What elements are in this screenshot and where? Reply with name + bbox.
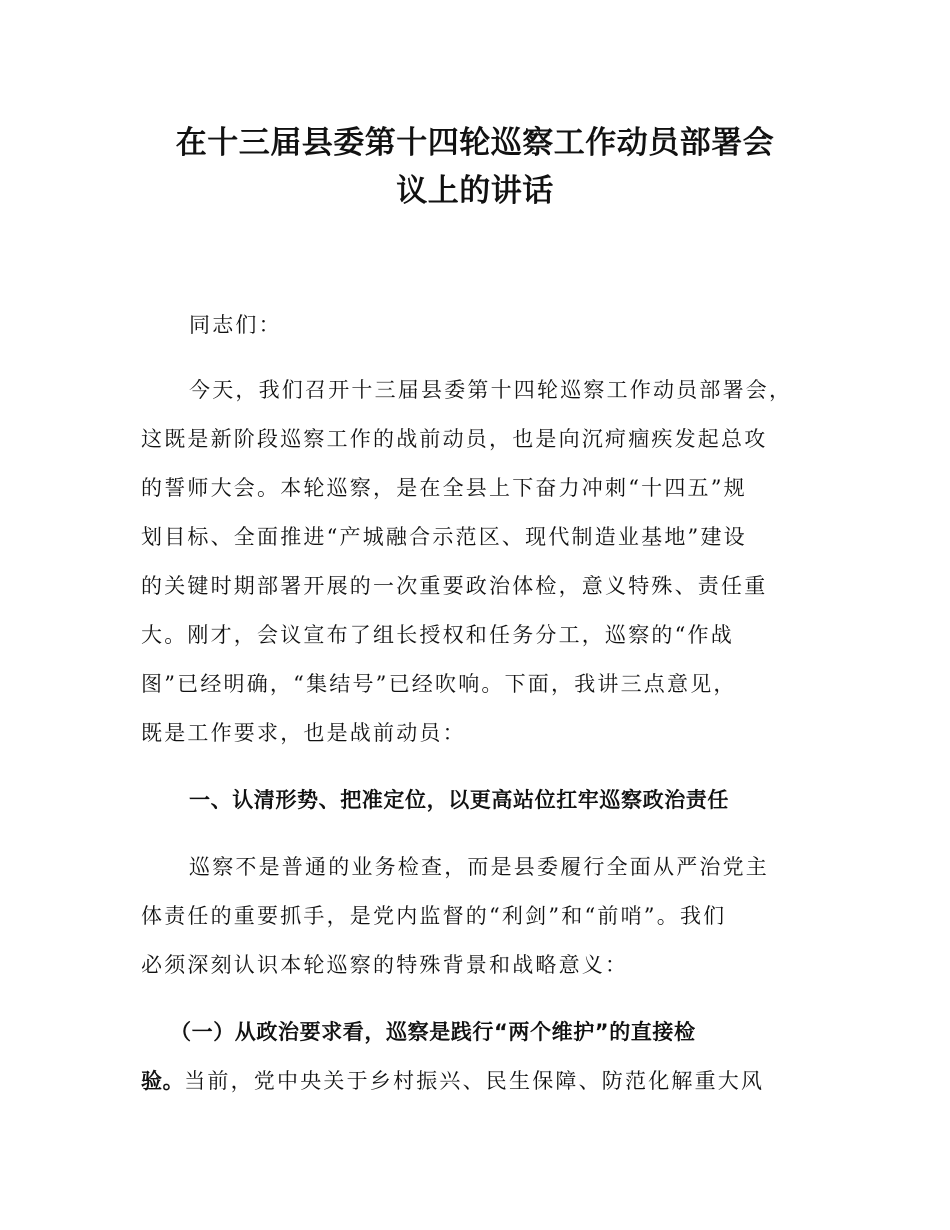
paragraph-3-line-2-text: 当前，党中央关于乡村振兴、民生保障、防范化解重大风 (184, 1069, 765, 1093)
document-title-line-1: 在十三届县委第十四轮巡察工作动员部署会 (175, 125, 775, 161)
paragraph-2-line-1: 巡察不是普通的业务检查，而是县委履行全面从严治党主 (189, 855, 769, 879)
paragraph-1-line-5: 的关键时期部署开展的一次重要政治体检，意义特殊、责任重 (141, 574, 768, 598)
subsection-heading-1-line-1: （一）从政治要求看，巡察是践行“两个维护”的直接检 (170, 1020, 696, 1044)
paragraph-1-line-3: 的誓师大会。本轮巡察，是在全县上下奋力冲刺“十四五”规 (141, 476, 747, 500)
section-heading-1: 一、认清形势、把准定位，以更高站位扛牢巡察政治责任 (189, 788, 729, 812)
paragraph-1-line-4: 划目标、全面推进“产城融合示范区、现代制造业基地”建设 (141, 525, 747, 549)
salutation: 同志们： (189, 313, 282, 337)
paragraph-2-line-3: 必须深刻认识本轮巡察的特殊背景和战略意义： (141, 953, 629, 977)
paragraph-1-line-2: 这既是新阶段巡察工作的战前动员，也是向沉疴痼疾发起总攻 (141, 427, 768, 451)
paragraph-1-line-7: 图”已经明确，“集结号”已经吹响。下面，我讲三点意见， (141, 672, 737, 696)
document-title-line-2: 议上的讲话 (396, 173, 554, 209)
subsection-heading-1-line-2-bold: 验。 (141, 1069, 185, 1093)
paragraph-1-line-6: 大。刚才，会议宣布了组长授权和任务分工，巡察的“作战 (141, 623, 734, 647)
paragraph-1-line-8: 既是工作要求，也是战前动员： (141, 721, 466, 745)
paragraph-1-line-1: 今天，我们召开十三届县委第十四轮巡察工作动员部署会， (189, 378, 793, 402)
paragraph-2-line-2: 体责任的重要抓手，是党内监督的“利剑”和“前哨”。我们 (141, 904, 727, 928)
paragraph-3-line-2 (141, 1056, 811, 1106)
